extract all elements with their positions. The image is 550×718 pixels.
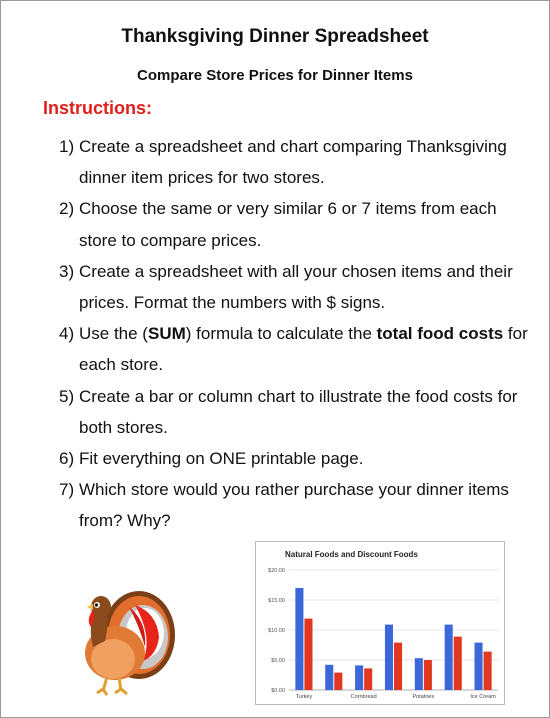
bar-series-1: [355, 665, 363, 690]
step-text-segment: Choose the same or very similar 6 or 7 items from each store to compare prices.: [79, 199, 497, 250]
page-subtitle: Compare Store Prices for Dinner Items: [137, 67, 413, 84]
step-text: [79, 474, 529, 536]
step-text-segment: Create a spreadsheet with all your chosen items and their prices. Format the numbers with $ signs.: [79, 261, 513, 313]
step-text-segment: Fit everything on ONE printable page.: [79, 449, 364, 469]
instruction-list: [59, 131, 529, 537]
x-category-label: Turkey: [295, 694, 313, 700]
step-number: 3): [59, 261, 75, 281]
bar-series-2: [454, 637, 462, 690]
instruction-step: [59, 131, 529, 193]
bar-series-1: [475, 643, 483, 690]
page-title: Thanksgiving Dinner Spreadsheet: [121, 26, 429, 47]
bar-series-2: [364, 668, 372, 690]
step-text: [79, 131, 529, 193]
bar-series-1: [385, 625, 393, 690]
step-text: [79, 193, 529, 255]
instructions-heading: Instructions:: [43, 98, 153, 118]
bar-series-1: [325, 665, 333, 690]
bar-series-2: [394, 643, 402, 690]
step-text: [79, 443, 529, 474]
instruction-step: [59, 193, 529, 255]
step-bold-text: SUM: [147, 324, 186, 344]
step-text-segment: ) formula to calculate the: [185, 324, 377, 344]
bar-series-2: [424, 660, 432, 690]
y-tick-label: $20.00: [268, 568, 285, 574]
chart-title: Natural Foods and Discount Foods: [285, 550, 418, 559]
x-category-label: Potatoes: [412, 694, 435, 700]
step-text: [79, 318, 529, 380]
y-tick-label: $10.00: [268, 628, 285, 634]
step-text-segment: Create a spreadsheet and chart comparing Thanksgiving dinner item prices for two stores.: [79, 137, 507, 188]
x-category-label: Ice Cream: [470, 694, 496, 700]
x-category-label: Cornbread: [350, 694, 377, 700]
chart-canvas: [256, 542, 504, 704]
step-number: 1): [59, 137, 75, 156]
turkey-illustration: [73, 577, 177, 699]
step-text-segment: Which store would you rather purchase your dinner items from? Why?: [79, 480, 509, 531]
step-text: [79, 381, 529, 443]
instruction-step: [59, 318, 529, 380]
step-text-segment: for each store.: [79, 324, 528, 375]
bar-series-1: [295, 588, 303, 690]
step-text-segment: Create a bar or column chart to illustrate the food costs for both stores.: [79, 386, 518, 437]
step-text-segment: Use the (: [79, 324, 148, 344]
bar-series-2: [484, 652, 492, 690]
instruction-step: [59, 256, 529, 318]
bar-series-1: [415, 658, 423, 690]
instruction-step: [59, 474, 529, 536]
step-number: 7): [59, 480, 75, 500]
step-number: 4): [59, 324, 75, 344]
step-bold-text: total food costs: [376, 324, 504, 344]
y-tick-label: $5.00: [271, 658, 285, 664]
step-number: 2): [59, 199, 75, 219]
step-number: 5): [59, 386, 75, 406]
step-text: [79, 256, 529, 318]
price-comparison-chart: [255, 541, 505, 705]
y-tick-label: $15.00: [268, 598, 285, 604]
bar-series-2: [304, 619, 312, 690]
bar-series-2: [334, 673, 342, 690]
bar-series-1: [445, 625, 453, 690]
instruction-step: [59, 381, 529, 443]
instruction-step: [59, 443, 529, 474]
y-tick-label: $0.00: [271, 688, 285, 694]
step-number: 6): [59, 449, 75, 469]
